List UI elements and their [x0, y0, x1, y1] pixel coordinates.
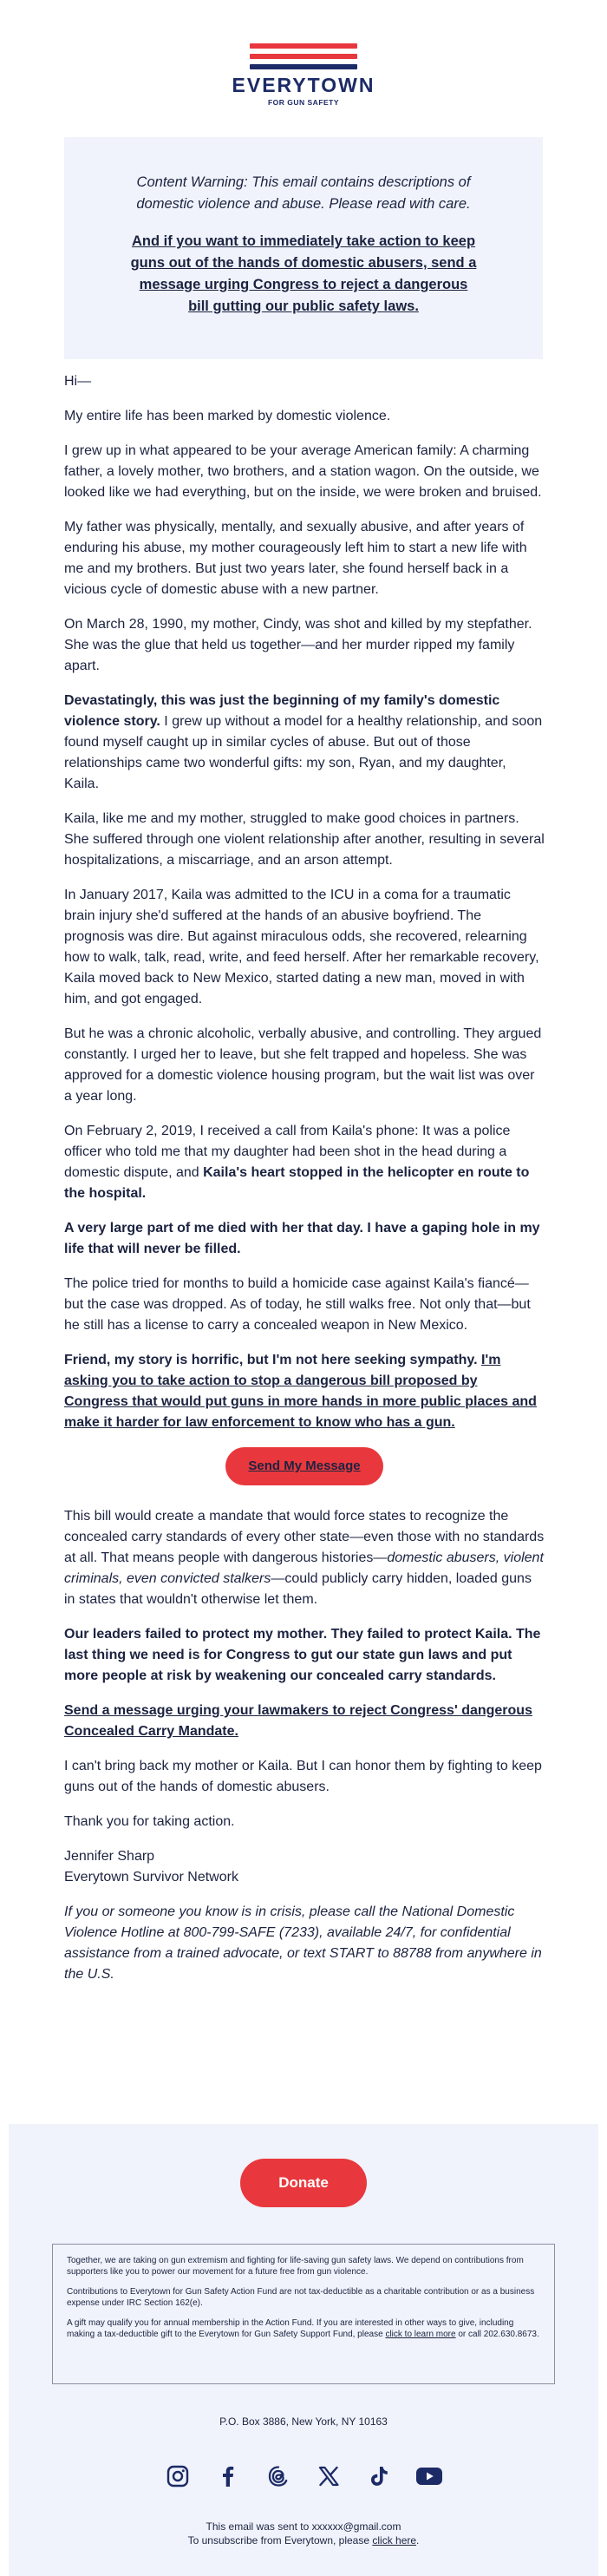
- disclaimer-text: Contributions to Everytown for Gun Safety Action Fund are not tax-deductible as a charitable contribution or as a business expense under IRC Section 162(e).: [67, 2287, 535, 2308]
- unsubscribe-text-part: .: [416, 2534, 420, 2547]
- action-link[interactable]: I'm asking you to take action to stop a dangerous bill proposed by Congress that would put guns in more hands in more public places and make it harder for law enforcement to know who has a gun.: [64, 1353, 537, 1430]
- cta-container: [64, 1447, 545, 1485]
- content-warning-panel: [64, 137, 543, 359]
- bold-text: Friend, my story is horrific, but I'm not here seeking sympathy.: [64, 1353, 481, 1367]
- content-warning-text: Content Warning: This email contains descriptions of domestic violence and abuse. Please read with care.: [136, 174, 471, 212]
- unsubscribe-link[interactable]: click here: [372, 2534, 417, 2547]
- logo-wordmark: EVERYTOWN: [232, 74, 375, 96]
- bold-text: Our leaders failed to protect my mother. They failed to protect Kaila. The last thing we need is for Congress to gut our state gun laws and put more people at risk by weakening our concealed carry standards.: [64, 1627, 541, 1683]
- legal-disclaimer: [52, 2244, 555, 2384]
- email-footer: [9, 2124, 598, 2576]
- donate-button[interactable]: Donate: [240, 2159, 367, 2207]
- tiktok-icon[interactable]: [365, 2462, 393, 2490]
- disclaimer-text-part: A gift may qualify you for annual membership in the Action Fund. If you are interested in other ways to give, including making a tax-deductible gift to the Everytown for Gun Safety Support Fund, please: [67, 2318, 514, 2339]
- greeting: Hi—: [64, 374, 92, 389]
- paragraph: Thank you for taking action.: [64, 1814, 235, 1829]
- x-icon[interactable]: [315, 2462, 343, 2490]
- paragraph: In January 2017, Kaila was admitted to the ICU in a coma for a traumatic brain injury she'd suffered at the hands of an abusive boyfriend. The prognosis was dire. But against miraculous odds, she recovered, relearning how to walk, talk, read, write, and feed herself. After her remarkable recovery, Kaila moved back to New Mexico, started dating a new man, moved in with him, and got engaged.: [64, 888, 539, 1006]
- instagram-icon[interactable]: [164, 2462, 192, 2490]
- bold-text: Devastatingly, this was just the beginning of my family's domestic violence story.: [64, 693, 500, 729]
- paragraph: On March 28, 1990, my mother, Cindy, was shot and killed by my stepfather. She was the glue that held us together—and her murder ripped my family apart.: [64, 617, 532, 673]
- take-action-link[interactable]: And if you want to immediately take action to keep guns out of the hands of domestic abusers, send a message urging Congress to reject a dangerous bill gutting our public safety laws.: [130, 233, 477, 314]
- everytown-logo[interactable]: [0, 43, 607, 107]
- logo-tagline: FOR GUN SAFETY: [267, 98, 340, 107]
- unsubscribe-text: [9, 2533, 598, 2547]
- paragraph: [64, 1218, 545, 1260]
- flag-stripes-icon: [250, 43, 357, 69]
- disclaimer-text: [67, 2317, 540, 2340]
- paragraph: [64, 1350, 545, 1433]
- paragraph: [64, 1624, 545, 1687]
- unsubscribe-text-part: To unsubscribe from Everytown, please: [187, 2534, 373, 2547]
- disclaimer-text: Together, we are taking on gun extremism and fighting for life-saving gun safety laws. We depend on contributions from supporters like you to power our movement for a future free from gun violence.: [67, 2256, 524, 2277]
- unsubscribe-block: [9, 2520, 598, 2547]
- send-message-link[interactable]: Send a message urging your lawmakers to reject Congress' dangerous Concealed Carry Mandate.: [64, 1703, 532, 1739]
- bold-text: Kaila's heart stopped in the helicopter en route to the hospital.: [64, 1165, 530, 1201]
- paragraph: The police tried for months to build a homicide case against Kaila's fiancé—but the case was dropped. As of today, he still walks free. Not only that—but he still has a license to carry a concealed weapon in New Mexico.: [64, 1276, 531, 1333]
- paragraph: [64, 1506, 545, 1610]
- bold-text: A very large part of me died with her that day. I have a gaping hole in my life that will never be filled.: [64, 1221, 540, 1256]
- disclaimer-text-part: or call 202.630.8673.: [455, 2330, 539, 2339]
- facebook-icon[interactable]: [214, 2462, 242, 2490]
- sent-to-text: This email was sent to xxxxxx@gmail.com: [206, 2520, 401, 2533]
- mailing-address: P.O. Box 3886, New York, NY 10163: [219, 2415, 388, 2428]
- threads-icon[interactable]: [264, 2462, 292, 2490]
- paragraph-text: This bill would create a mandate that would force states to recognize the concealed carry standards of every other state—even those with no standards at all. That means people with dangerous histories—: [64, 1509, 545, 1565]
- paragraph: I grew up in what appeared to be your average American family: A charming father, a lovely mother, two brothers, and a station wagon. On the outside, we looked like we had everything, but on the inside, we were broken and bruised.: [64, 443, 542, 500]
- paragraph: [64, 1121, 545, 1204]
- send-my-message-button[interactable]: Send My Message: [225, 1447, 382, 1485]
- signature-name: Jennifer Sharp: [64, 1849, 155, 1864]
- learn-more-link[interactable]: click to learn more: [385, 2330, 456, 2339]
- crisis-hotline-note: If you or someone you know is in crisis, please call the National Domestic Violence Hotline at 800-799-SAFE (7233), available 24/7, for confidential assistance from a trained advocate, or text START to 88788 from anywhere in the U.S.: [64, 1904, 542, 1982]
- paragraph: [64, 691, 545, 795]
- donate-container: [9, 2159, 598, 2207]
- paragraph: But he was a chronic alcoholic, verbally abusive, and controlling. They argued constantly. I urged her to leave, but she felt trapped and hopeless. She was approved for a domestic violence housing program, but the wait list was over a year long.: [64, 1026, 542, 1104]
- youtube-icon[interactable]: [415, 2462, 443, 2490]
- paragraph: My father was physically, mentally, and sexually abusive, and after years of enduring his abuse, my mother courageously left him to start a new life with me and my brothers. But just two years later, she found herself back in a vicious cycle of domestic abuse with a new partner.: [64, 520, 527, 597]
- italic-text: domestic abusers, violent criminals, even convicted stalkers: [64, 1550, 544, 1586]
- paragraph: I can't bring back my mother or Kaila. But I can honor them by fighting to keep guns out of the hands of domestic abusers.: [64, 1759, 542, 1794]
- signature-org: Everytown Survivor Network: [64, 1870, 238, 1884]
- paragraph: Kaila, like me and my mother, struggled to make good choices in partners. She suffered through one violent relationship after another, resulting in several hospitalizations, a miscarriage, and an arson attempt.: [64, 811, 545, 868]
- paragraph: My entire life has been marked by domestic violence.: [64, 409, 391, 423]
- paragraph: [64, 1701, 545, 1742]
- paragraph-text: On February 2, 2019, I received a call from Kaila's phone: It was a police officer who told me that my daughter had been shot in the head during a domestic dispute, and: [64, 1124, 511, 1180]
- social-links: [9, 2462, 598, 2490]
- email-body: [64, 371, 545, 1999]
- signature: [64, 1846, 545, 1888]
- paragraph-text: —could publicly carry hidden, loaded guns in states that wouldn't otherwise let them.: [64, 1571, 532, 1607]
- paragraph-text: I grew up without a model for a healthy relationship, and soon found myself caught up in similar cycles of abuse. But out of those relationships came two wonderful gifts: my son, Ryan, and my daughter, Kaila.: [64, 714, 543, 791]
